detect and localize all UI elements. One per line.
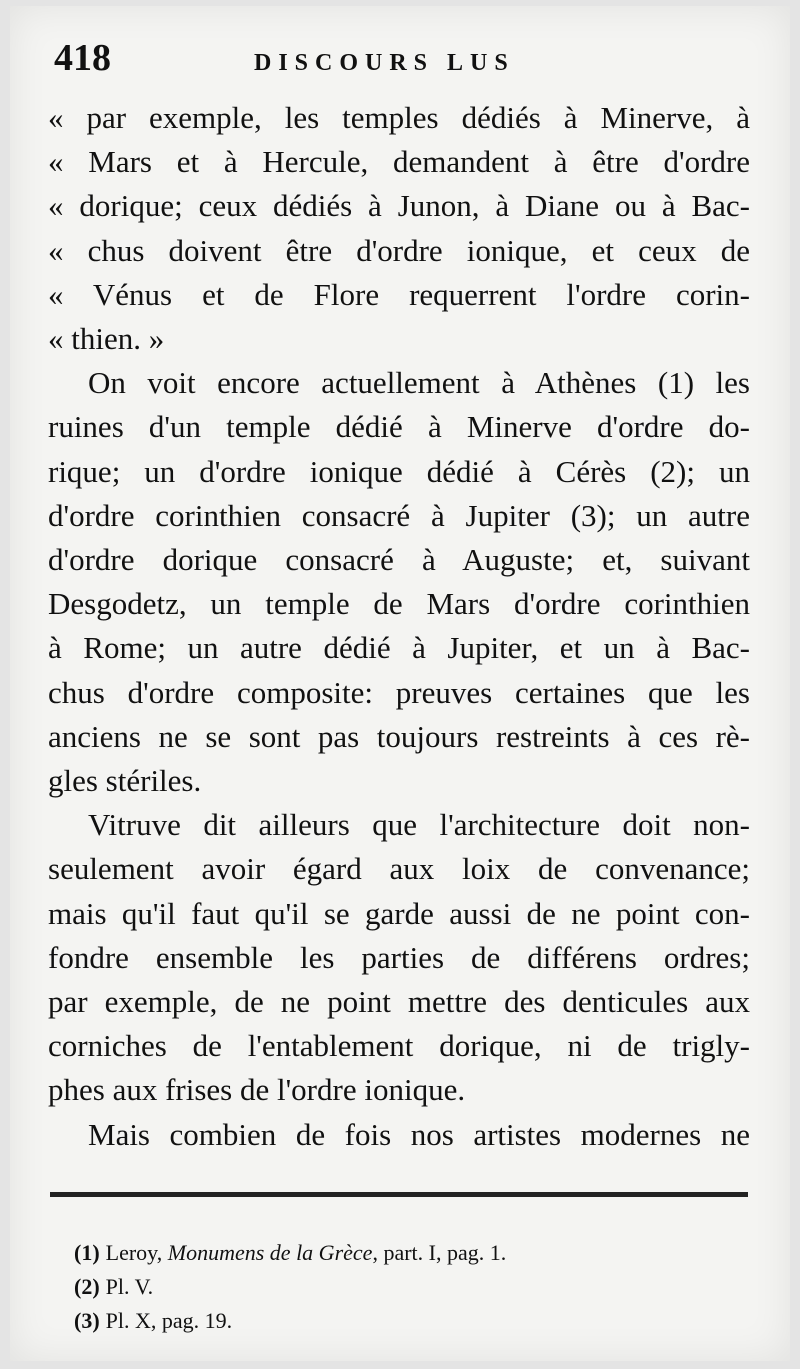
footnote-text: , part. I, pag. 1. bbox=[372, 1240, 507, 1265]
footnote-title: Monumens de la Grèce bbox=[167, 1240, 373, 1265]
text-line: « par exemple, les temples dédiés à Minerve, à bbox=[48, 100, 750, 135]
text-line: d'ordre corinthien consacré à Jupiter (3); un autre bbox=[48, 497, 750, 533]
text-line: mais qu'il faut qu'il se garde aussi de ne point con- bbox=[48, 895, 750, 931]
text-line: ruines d'un temple dédié à Minerve d'ordre do- bbox=[48, 409, 750, 445]
text-line: fondre ensemble les parties de différens ordres; bbox=[48, 939, 750, 975]
text-line: anciens ne se sont pas toujours restreints à ces rè- bbox=[48, 718, 750, 754]
text-line: « thien. » bbox=[48, 321, 165, 357]
text-line: rique; un d'ordre ionique dédié à Cérès (2); un bbox=[48, 453, 750, 489]
text-line: corniches de l'entablement dorique, ni de trigly- bbox=[48, 1028, 750, 1064]
page-number: 418 bbox=[54, 37, 111, 79]
footnote-text: Pl. X, pag. 19. bbox=[105, 1308, 233, 1333]
footnotes bbox=[74, 1236, 744, 1338]
footnote-text: Leroy, bbox=[105, 1240, 163, 1265]
text-line: à Rome; un autre dédié à Jupiter, et un à Bac- bbox=[48, 630, 750, 666]
text-line: Vitruve dit ailleurs que l'architecture doit non- bbox=[88, 807, 750, 843]
text-line: « dorique; ceux dédiés à Junon, à Diane ou à Bac- bbox=[48, 188, 750, 224]
footnote-marker: (1) bbox=[74, 1240, 100, 1265]
footnote-1 bbox=[74, 1236, 744, 1270]
text-line: chus d'ordre composite: preuves certaines que les bbox=[48, 674, 750, 710]
footnote-text: Pl. V. bbox=[105, 1274, 154, 1299]
footnote-2 bbox=[74, 1270, 744, 1304]
text-line: « Mars et à Hercule, demandent à être d'ordre bbox=[48, 144, 750, 180]
text-line: « Vénus et de Flore requerrent l'ordre corin- bbox=[48, 276, 750, 312]
running-head: DISCOURS LUS bbox=[254, 50, 515, 76]
text-line: d'ordre dorique consacré à Auguste; et, suivant bbox=[48, 542, 750, 578]
book-page bbox=[10, 6, 790, 1361]
text-line: Mais combien de fois nos artistes modernes ne bbox=[88, 1116, 750, 1152]
footnote-3 bbox=[74, 1304, 744, 1338]
text-line: gles stériles. bbox=[48, 763, 202, 799]
footnote-marker: (3) bbox=[74, 1308, 100, 1333]
text-line: « chus doivent être d'ordre ionique, et ceux de bbox=[48, 232, 750, 268]
page-header bbox=[54, 36, 754, 86]
text-line: On voit encore actuellement à Athènes (1) les bbox=[88, 365, 750, 401]
text-line: seulement avoir égard aux loix de convenance; bbox=[48, 851, 750, 887]
footnote-marker: (2) bbox=[74, 1274, 100, 1299]
footnote-divider bbox=[50, 1192, 748, 1197]
text-line: par exemple, de ne point mettre des denticules aux bbox=[48, 984, 750, 1020]
text-line: Desgodetz, un temple de Mars d'ordre corinthien bbox=[48, 586, 750, 622]
text-line: phes aux frises de l'ordre ionique. bbox=[48, 1072, 466, 1108]
body-text bbox=[48, 96, 750, 1157]
